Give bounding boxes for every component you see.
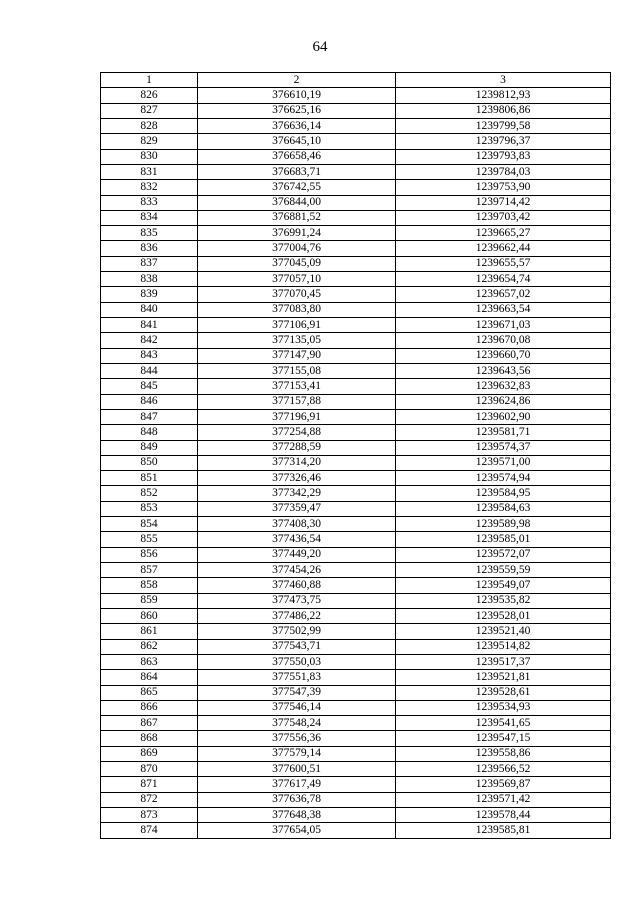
- table-row: [101, 302, 611, 317]
- x-coordinate-cell: 377449,20: [198, 547, 396, 562]
- x-coordinate-cell: 377314,20: [198, 455, 396, 470]
- point-number-cell: 860: [101, 608, 198, 623]
- x-coordinate-cell: 377070,45: [198, 287, 396, 302]
- point-number-cell: 832: [101, 180, 198, 195]
- x-coordinate-cell: 377004,76: [198, 241, 396, 256]
- table-row: [101, 501, 611, 516]
- x-coordinate-cell: 376742,55: [198, 180, 396, 195]
- y-coordinate-cell: 1239714,42: [396, 195, 611, 210]
- coordinates-table: [100, 72, 611, 839]
- point-number-cell: 841: [101, 318, 198, 333]
- table-row: [101, 348, 611, 363]
- x-coordinate-cell: 377548,24: [198, 716, 396, 731]
- table-row: [101, 823, 611, 838]
- table-row: [101, 517, 611, 532]
- y-coordinate-cell: 1239566,52: [396, 762, 611, 777]
- table-row: [101, 118, 611, 133]
- x-coordinate-cell: 377106,91: [198, 318, 396, 333]
- x-coordinate-cell: 377254,88: [198, 425, 396, 440]
- x-coordinate-cell: 377648,38: [198, 808, 396, 823]
- page-number: 64: [312, 39, 328, 55]
- point-number-cell: 840: [101, 302, 198, 317]
- point-number-cell: 843: [101, 348, 198, 363]
- point-number-cell: 862: [101, 639, 198, 654]
- point-number-cell: 869: [101, 746, 198, 761]
- y-coordinate-cell: 1239521,81: [396, 670, 611, 685]
- table-row: [101, 808, 611, 823]
- table-row: [101, 685, 611, 700]
- x-coordinate-cell: 377617,49: [198, 777, 396, 792]
- point-number-cell: 859: [101, 593, 198, 608]
- point-number-cell: 868: [101, 731, 198, 746]
- table-row: [101, 639, 611, 654]
- y-coordinate-cell: 1239541,65: [396, 716, 611, 731]
- x-coordinate-cell: 376625,16: [198, 103, 396, 118]
- y-coordinate-cell: 1239585,01: [396, 532, 611, 547]
- y-coordinate-cell: 1239671,03: [396, 318, 611, 333]
- point-number-cell: 833: [101, 195, 198, 210]
- point-number-cell: 835: [101, 226, 198, 241]
- x-coordinate-cell: 377157,88: [198, 394, 396, 409]
- x-coordinate-cell: 376881,52: [198, 210, 396, 225]
- table-row: [101, 624, 611, 639]
- x-coordinate-cell: 376991,24: [198, 226, 396, 241]
- y-coordinate-cell: 1239528,01: [396, 608, 611, 623]
- x-coordinate-cell: 377045,09: [198, 256, 396, 271]
- table-row: [101, 731, 611, 746]
- y-coordinate-cell: 1239796,37: [396, 134, 611, 149]
- x-coordinate-cell: 377436,54: [198, 532, 396, 547]
- table-row: [101, 563, 611, 578]
- table-row: [101, 716, 611, 731]
- y-coordinate-cell: 1239660,70: [396, 348, 611, 363]
- point-number-cell: 856: [101, 547, 198, 562]
- point-number-cell: 842: [101, 333, 198, 348]
- column-header-3: 3: [396, 73, 611, 88]
- x-coordinate-cell: 376844,00: [198, 195, 396, 210]
- table-row: [101, 210, 611, 225]
- x-coordinate-cell: 377342,29: [198, 486, 396, 501]
- point-number-cell: 845: [101, 379, 198, 394]
- y-coordinate-cell: 1239584,63: [396, 501, 611, 516]
- point-number-cell: 850: [101, 455, 198, 470]
- x-coordinate-cell: 377359,47: [198, 501, 396, 516]
- x-coordinate-cell: 377196,91: [198, 409, 396, 424]
- table-row: [101, 608, 611, 623]
- point-number-cell: 872: [101, 792, 198, 807]
- table-row: [101, 134, 611, 149]
- y-coordinate-cell: 1239753,90: [396, 180, 611, 195]
- y-coordinate-cell: 1239665,27: [396, 226, 611, 241]
- table-row: [101, 593, 611, 608]
- y-coordinate-cell: 1239528,61: [396, 685, 611, 700]
- x-coordinate-cell: 377502,99: [198, 624, 396, 639]
- point-number-cell: 844: [101, 363, 198, 378]
- y-coordinate-cell: 1239569,87: [396, 777, 611, 792]
- y-coordinate-cell: 1239589,98: [396, 517, 611, 532]
- point-number-cell: 863: [101, 654, 198, 669]
- point-number-cell: 831: [101, 164, 198, 179]
- point-number-cell: 830: [101, 149, 198, 164]
- x-coordinate-cell: 377547,39: [198, 685, 396, 700]
- table-row: [101, 578, 611, 593]
- table-row: [101, 333, 611, 348]
- table-row: [101, 654, 611, 669]
- y-coordinate-cell: 1239584,95: [396, 486, 611, 501]
- table-row: [101, 272, 611, 287]
- y-coordinate-cell: 1239643,56: [396, 363, 611, 378]
- y-coordinate-cell: 1239657,02: [396, 287, 611, 302]
- point-number-cell: 864: [101, 670, 198, 685]
- point-number-cell: 855: [101, 532, 198, 547]
- point-number-cell: 854: [101, 517, 198, 532]
- y-coordinate-cell: 1239549,07: [396, 578, 611, 593]
- table-row: [101, 762, 611, 777]
- point-number-cell: 865: [101, 685, 198, 700]
- point-number-cell: 874: [101, 823, 198, 838]
- table-row: [101, 195, 611, 210]
- point-number-cell: 861: [101, 624, 198, 639]
- point-number-cell: 837: [101, 256, 198, 271]
- point-number-cell: 838: [101, 272, 198, 287]
- point-number-cell: 853: [101, 501, 198, 516]
- y-coordinate-cell: 1239571,42: [396, 792, 611, 807]
- x-coordinate-cell: 377408,30: [198, 517, 396, 532]
- y-coordinate-cell: 1239535,82: [396, 593, 611, 608]
- x-coordinate-cell: 377654,05: [198, 823, 396, 838]
- point-number-cell: 858: [101, 578, 198, 593]
- y-coordinate-cell: 1239624,86: [396, 394, 611, 409]
- point-number-cell: 827: [101, 103, 198, 118]
- y-coordinate-cell: 1239812,93: [396, 88, 611, 103]
- table-row: [101, 363, 611, 378]
- y-coordinate-cell: 1239799,58: [396, 118, 611, 133]
- y-coordinate-cell: 1239571,00: [396, 455, 611, 470]
- x-coordinate-cell: 377153,41: [198, 379, 396, 394]
- x-coordinate-cell: 377486,22: [198, 608, 396, 623]
- y-coordinate-cell: 1239559,59: [396, 563, 611, 578]
- point-number-cell: 836: [101, 241, 198, 256]
- x-coordinate-cell: 377600,51: [198, 762, 396, 777]
- x-coordinate-cell: 377543,71: [198, 639, 396, 654]
- y-coordinate-cell: 1239663,54: [396, 302, 611, 317]
- point-number-cell: 851: [101, 471, 198, 486]
- point-number-cell: 846: [101, 394, 198, 409]
- column-header-1: 1: [101, 73, 198, 88]
- table-row: [101, 226, 611, 241]
- x-coordinate-cell: 376610,19: [198, 88, 396, 103]
- y-coordinate-cell: 1239670,08: [396, 333, 611, 348]
- table-row: [101, 241, 611, 256]
- point-number-cell: 867: [101, 716, 198, 731]
- x-coordinate-cell: 377155,08: [198, 363, 396, 378]
- table-row: [101, 180, 611, 195]
- table-row: [101, 394, 611, 409]
- y-coordinate-cell: 1239578,44: [396, 808, 611, 823]
- table-row: [101, 471, 611, 486]
- x-coordinate-cell: 377579,14: [198, 746, 396, 761]
- point-number-cell: 870: [101, 762, 198, 777]
- point-number-cell: 826: [101, 88, 198, 103]
- x-coordinate-cell: 377288,59: [198, 440, 396, 455]
- y-coordinate-cell: 1239558,86: [396, 746, 611, 761]
- point-number-cell: 866: [101, 700, 198, 715]
- point-number-cell: 873: [101, 808, 198, 823]
- table-row: [101, 379, 611, 394]
- y-coordinate-cell: 1239784,03: [396, 164, 611, 179]
- x-coordinate-cell: 377454,26: [198, 563, 396, 578]
- y-coordinate-cell: 1239534,93: [396, 700, 611, 715]
- column-header-2: 2: [198, 73, 396, 88]
- table-row: [101, 256, 611, 271]
- x-coordinate-cell: 377636,78: [198, 792, 396, 807]
- table-row: [101, 532, 611, 547]
- table-row: [101, 700, 611, 715]
- point-number-cell: 847: [101, 409, 198, 424]
- y-coordinate-cell: 1239581,71: [396, 425, 611, 440]
- y-coordinate-cell: 1239654,74: [396, 272, 611, 287]
- table-row: [101, 455, 611, 470]
- y-coordinate-cell: 1239632,83: [396, 379, 611, 394]
- table-row: [101, 164, 611, 179]
- table-row: [101, 88, 611, 103]
- y-coordinate-cell: 1239574,37: [396, 440, 611, 455]
- point-number-cell: 828: [101, 118, 198, 133]
- y-coordinate-cell: 1239517,37: [396, 654, 611, 669]
- table-row: [101, 486, 611, 501]
- table-row: [101, 287, 611, 302]
- y-coordinate-cell: 1239602,90: [396, 409, 611, 424]
- x-coordinate-cell: 377326,46: [198, 471, 396, 486]
- point-number-cell: 834: [101, 210, 198, 225]
- point-number-cell: 849: [101, 440, 198, 455]
- y-coordinate-cell: 1239585,81: [396, 823, 611, 838]
- table-row: [101, 440, 611, 455]
- x-coordinate-cell: 377083,80: [198, 302, 396, 317]
- x-coordinate-cell: 376683,71: [198, 164, 396, 179]
- table-row: [101, 103, 611, 118]
- point-number-cell: 852: [101, 486, 198, 501]
- x-coordinate-cell: 377135,05: [198, 333, 396, 348]
- x-coordinate-cell: 376658,46: [198, 149, 396, 164]
- table-row: [101, 547, 611, 562]
- y-coordinate-cell: 1239793,83: [396, 149, 611, 164]
- table-header-row: [101, 73, 611, 88]
- table-row: [101, 777, 611, 792]
- point-number-cell: 857: [101, 563, 198, 578]
- x-coordinate-cell: 376645,10: [198, 134, 396, 149]
- y-coordinate-cell: 1239572,07: [396, 547, 611, 562]
- y-coordinate-cell: 1239655,57: [396, 256, 611, 271]
- x-coordinate-cell: 377473,75: [198, 593, 396, 608]
- y-coordinate-cell: 1239574,94: [396, 471, 611, 486]
- x-coordinate-cell: 377551,83: [198, 670, 396, 685]
- table-row: [101, 792, 611, 807]
- table-row: [101, 746, 611, 761]
- y-coordinate-cell: 1239547,15: [396, 731, 611, 746]
- table-row: [101, 409, 611, 424]
- table-row: [101, 149, 611, 164]
- y-coordinate-cell: 1239806,86: [396, 103, 611, 118]
- y-coordinate-cell: 1239521,40: [396, 624, 611, 639]
- point-number-cell: 848: [101, 425, 198, 440]
- table-body: [101, 88, 611, 838]
- point-number-cell: 839: [101, 287, 198, 302]
- table-row: [101, 425, 611, 440]
- x-coordinate-cell: 377057,10: [198, 272, 396, 287]
- x-coordinate-cell: 377556,36: [198, 731, 396, 746]
- x-coordinate-cell: 377147,90: [198, 348, 396, 363]
- point-number-cell: 871: [101, 777, 198, 792]
- table-row: [101, 318, 611, 333]
- x-coordinate-cell: 377546,14: [198, 700, 396, 715]
- y-coordinate-cell: 1239514,82: [396, 639, 611, 654]
- y-coordinate-cell: 1239662,44: [396, 241, 611, 256]
- point-number-cell: 829: [101, 134, 198, 149]
- x-coordinate-cell: 377460,88: [198, 578, 396, 593]
- y-coordinate-cell: 1239703,42: [396, 210, 611, 225]
- table-row: [101, 670, 611, 685]
- x-coordinate-cell: 377550,03: [198, 654, 396, 669]
- x-coordinate-cell: 376636,14: [198, 118, 396, 133]
